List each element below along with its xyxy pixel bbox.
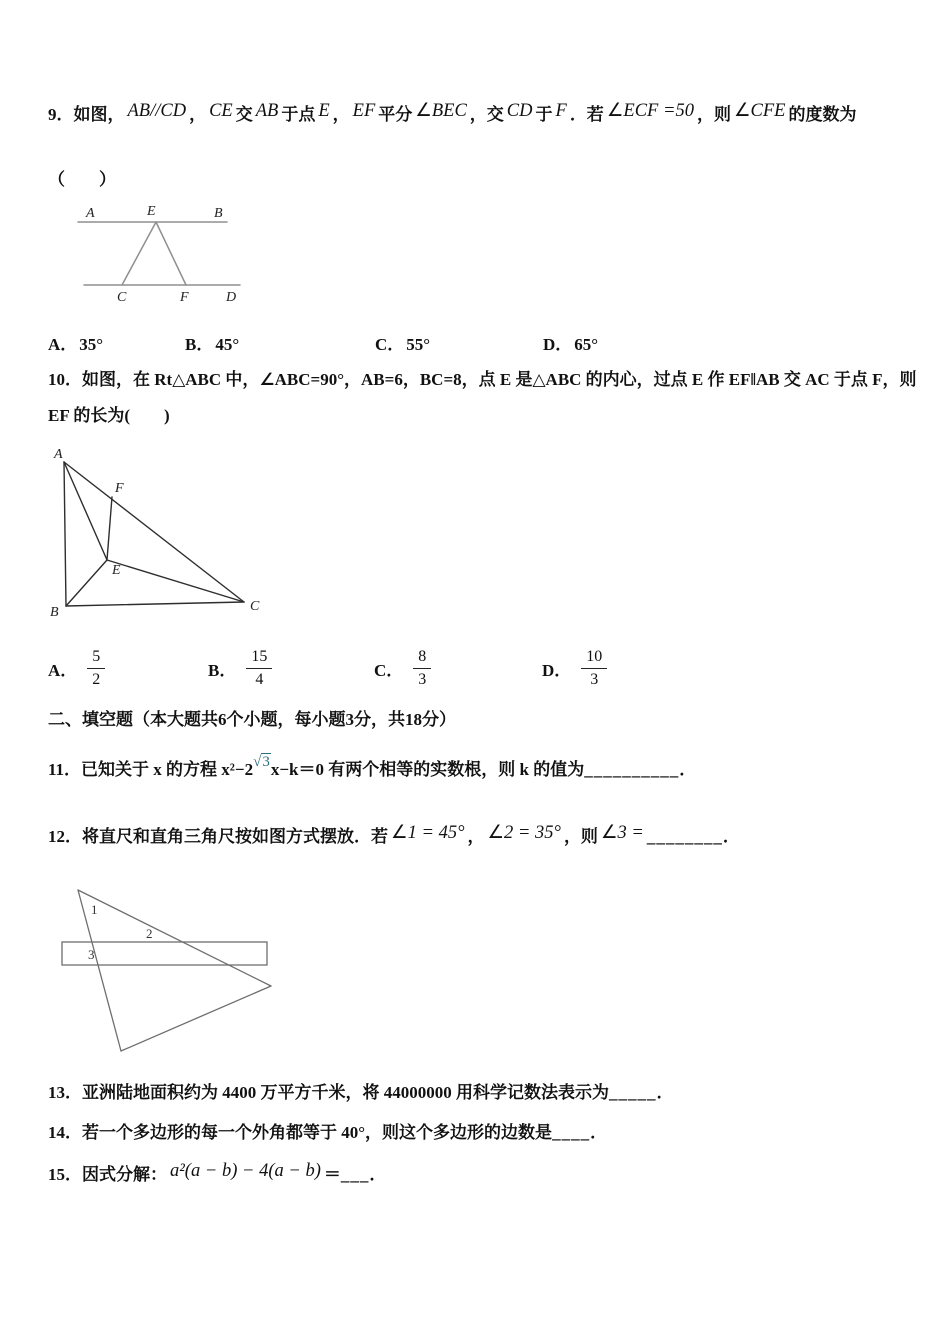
option-value: 65° bbox=[574, 335, 599, 354]
q9-text-segment: 于点 bbox=[281, 105, 316, 124]
radical-sign: √ bbox=[253, 754, 262, 770]
question-14-text bbox=[48, 1116, 928, 1150]
fraction bbox=[87, 647, 105, 690]
option-letter: C． bbox=[374, 660, 404, 680]
q15-text-segment: ． bbox=[369, 1165, 387, 1184]
fraction-denominator: 3 bbox=[418, 670, 427, 688]
q9-option-a bbox=[48, 330, 103, 355]
answer-blank: __________ bbox=[584, 760, 680, 779]
fraction-denominator: 4 bbox=[255, 670, 264, 688]
option-letter: A． bbox=[48, 660, 78, 680]
option-letter: C． bbox=[375, 335, 405, 354]
q13-text-segment: 13．亚洲陆地面积约为 4400 万平方千米，将 44000000 用科学记数法表示为 bbox=[48, 1083, 609, 1102]
q9-option-c bbox=[375, 330, 430, 355]
q15-text-segment: 15．因式分解： bbox=[48, 1165, 167, 1184]
q15-math-segment: a²(a − b) − 4(a − b) bbox=[170, 1161, 321, 1181]
q9-math-segment: CE bbox=[209, 101, 233, 121]
angle-3-label: 3 bbox=[88, 947, 95, 962]
fraction-numerator: 5 bbox=[87, 647, 105, 669]
answer-blank: _____ bbox=[609, 1083, 657, 1102]
option-letter: B． bbox=[208, 660, 237, 680]
q9-math-segment: EF bbox=[352, 101, 376, 121]
option-value: 45° bbox=[215, 335, 240, 354]
bisector-BE bbox=[66, 560, 107, 606]
q9-math-segment: CD bbox=[506, 101, 533, 121]
q15-text-segment: ＝ bbox=[323, 1165, 341, 1184]
q11-text-segment: x−k＝0 有两个相等的实数根，则 k 的值为 bbox=[270, 760, 585, 779]
q13-text-segment: ． bbox=[656, 1083, 674, 1102]
q12-text-segment: 12．将直尺和直角三角尺按如图方式摆放．若 bbox=[48, 827, 388, 846]
q9-option-b bbox=[185, 330, 239, 355]
fraction-numerator: 15 bbox=[246, 647, 272, 669]
figure-q10-triangle-incenter bbox=[46, 444, 261, 622]
label-E: E bbox=[147, 204, 156, 219]
triangle-upper-side bbox=[78, 890, 271, 986]
option-letter: D． bbox=[543, 335, 573, 354]
q9-text-segment: 9．如图， bbox=[48, 105, 125, 124]
q9-math-segment: ∠BEC bbox=[415, 101, 467, 121]
sqrt-3-radical bbox=[253, 754, 271, 770]
q9-answer-paren: （ ） bbox=[48, 170, 116, 189]
fraction bbox=[581, 647, 607, 690]
fraction bbox=[246, 647, 272, 690]
option-letter: B． bbox=[185, 335, 214, 354]
q14-text-segment: 14．若一个多边形的每一个外角都等于 40°，则这个多边形的边数是 bbox=[48, 1123, 553, 1142]
q14-text-segment: ． bbox=[590, 1123, 608, 1142]
side-AB bbox=[64, 462, 66, 606]
q12-text-segment: ， bbox=[467, 827, 485, 846]
label-C: C bbox=[250, 599, 260, 614]
triangle-left-side bbox=[78, 890, 121, 1051]
label-F: F bbox=[180, 290, 189, 305]
q9-figure-lines bbox=[78, 222, 240, 285]
q9-math-segment: ∠CFE bbox=[733, 101, 786, 121]
q10-option-b bbox=[208, 645, 272, 691]
segment-FE bbox=[107, 497, 112, 560]
option-value: 35° bbox=[79, 335, 104, 354]
label-A: A bbox=[86, 206, 95, 221]
answer-blank: ________ bbox=[646, 827, 723, 846]
label-E: E bbox=[112, 563, 121, 578]
side-BC bbox=[66, 602, 244, 606]
fraction bbox=[413, 647, 431, 690]
angle-1-label: 1 bbox=[91, 902, 98, 917]
q10-option-c bbox=[374, 645, 431, 691]
label-F: F bbox=[115, 481, 124, 496]
figure-q12-ruler-triangle bbox=[55, 880, 290, 1060]
question-11-text bbox=[48, 750, 928, 791]
option-letter: A． bbox=[48, 335, 78, 354]
q9-text-segment: ．若 bbox=[569, 105, 604, 124]
q9-text-segment: 平分 bbox=[378, 105, 413, 124]
radicand: 3 bbox=[262, 754, 270, 770]
q10-option-a bbox=[48, 645, 105, 691]
q9-math-segment: AB bbox=[255, 101, 279, 121]
answer-blank: ___ bbox=[340, 1165, 370, 1184]
q9-text-segment: ， bbox=[332, 105, 350, 124]
option-value: 55° bbox=[406, 335, 431, 354]
fraction-numerator: 10 bbox=[581, 647, 607, 669]
segment-EC bbox=[122, 222, 156, 285]
label-B: B bbox=[214, 206, 223, 221]
q10-figure-lines bbox=[64, 462, 244, 606]
q9-text-segment: 交 bbox=[235, 105, 253, 124]
q9-math-segment: ∠ECF =50 bbox=[606, 101, 694, 121]
q9-text-segment: ，则 bbox=[696, 105, 731, 124]
q11-text-segment: 11．已知关于 x 的方程 x²−2 bbox=[48, 760, 254, 779]
q9-text-segment: 于 bbox=[535, 105, 553, 124]
label-D: D bbox=[226, 290, 237, 305]
bisector-CE bbox=[107, 560, 244, 602]
question-10-text bbox=[48, 362, 928, 434]
q9-text-segment: ， bbox=[189, 105, 207, 124]
fraction-numerator: 8 bbox=[413, 647, 431, 669]
question-15-text bbox=[48, 1155, 928, 1195]
segment-EF bbox=[156, 222, 186, 285]
q9-option-d bbox=[543, 330, 598, 355]
q9-text-segment: 的度数为 bbox=[788, 105, 857, 124]
q9-math-segment: AB//CD bbox=[127, 101, 187, 121]
q12-text-segment: ，则 bbox=[563, 827, 598, 846]
question-9-text bbox=[48, 98, 928, 132]
triangle-lower-side bbox=[121, 986, 271, 1051]
label-A: A bbox=[54, 447, 63, 462]
bisector-AE bbox=[64, 462, 107, 560]
label-C: C bbox=[117, 290, 127, 305]
q12-math-segment: ∠3 = bbox=[600, 823, 644, 843]
section-2-title: 二、填空题（本大题共6个小题，每小题3分，共18分） bbox=[48, 710, 456, 729]
q10-option-d bbox=[542, 645, 607, 691]
angle-2-label: 2 bbox=[146, 926, 153, 941]
fraction-denominator: 2 bbox=[92, 670, 101, 688]
label-B: B bbox=[50, 605, 59, 620]
question-13-text bbox=[48, 1076, 928, 1110]
q10-line2: EF 的长为( ) bbox=[48, 406, 170, 425]
q11-text-segment: ． bbox=[679, 760, 697, 779]
q9-math-segment: F bbox=[555, 101, 567, 121]
fraction-denominator: 3 bbox=[590, 670, 599, 688]
answer-blank: ____ bbox=[552, 1123, 591, 1142]
q10-line1: 10．如图，在 Rt△ABC 中，∠ABC=90°，AB=6，BC=8，点 E 是△ABC 的内心，过点 E 作 EF‖AB 交 AC 于点 F，则 bbox=[48, 370, 917, 389]
q12-math-segment: ∠2 = 35° bbox=[487, 823, 561, 843]
q12-text-segment: ． bbox=[722, 827, 740, 846]
side-AC bbox=[64, 462, 244, 602]
option-letter: D． bbox=[542, 660, 572, 680]
q9-text-segment: ，交 bbox=[469, 105, 504, 124]
q9-math-segment: E bbox=[318, 101, 330, 121]
question-12-text bbox=[48, 818, 928, 856]
figure-q9-parallel-lines bbox=[74, 200, 274, 310]
q12-math-segment: ∠1 = 45° bbox=[391, 823, 465, 843]
q9-figure-labels bbox=[85, 204, 236, 305]
